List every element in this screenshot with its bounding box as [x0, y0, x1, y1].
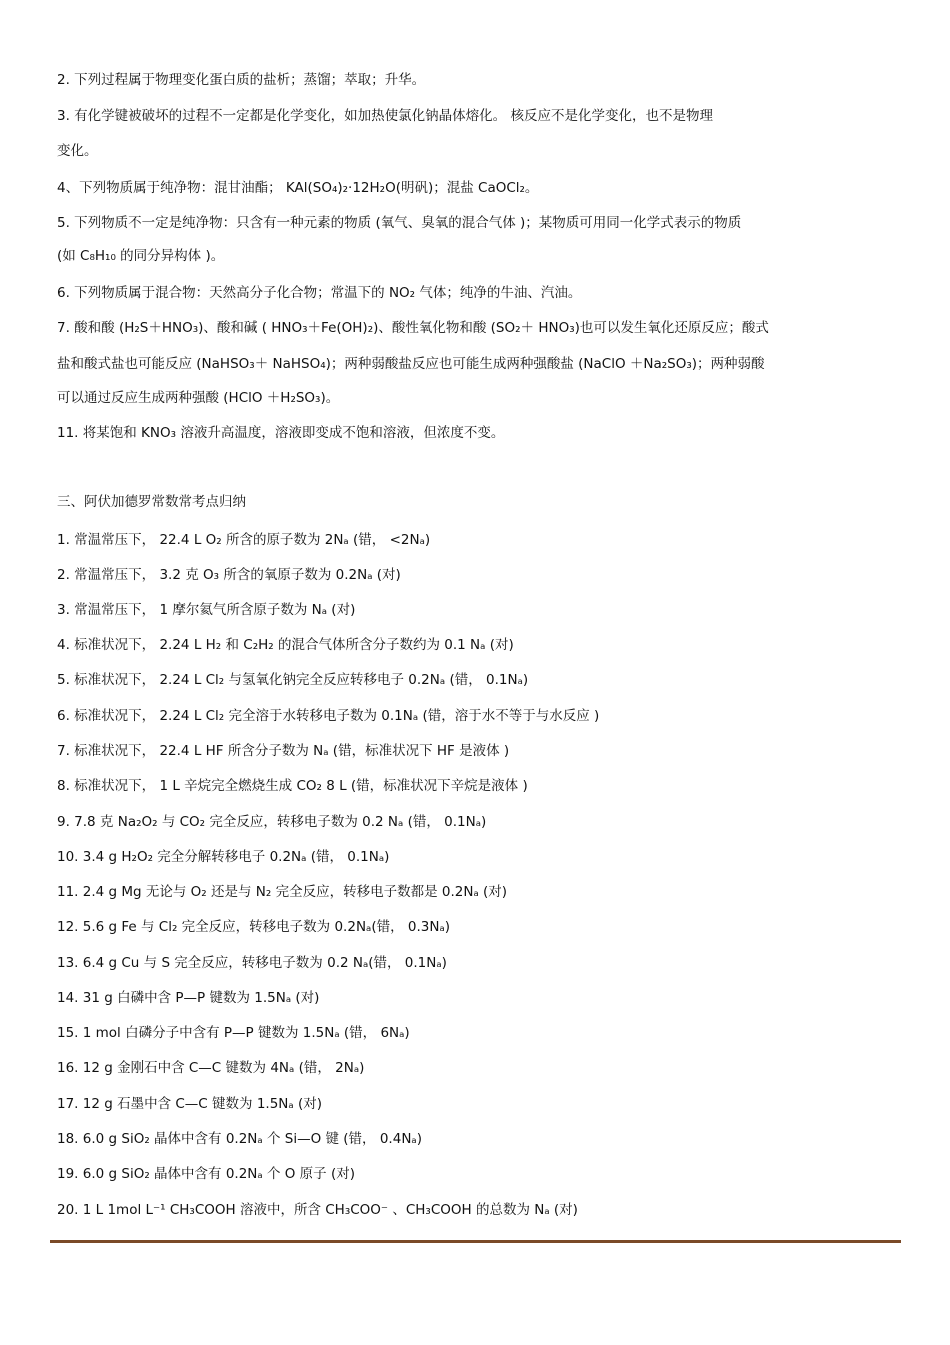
- list-item: 14. 31 g 白磷中含 P—P 键数为 1.5Nₐ (对): [57, 990, 320, 1006]
- text-line: (如 C₈H₁₀ 的同分异构体 )。: [57, 248, 225, 264]
- section-heading: 三、阿伏加德罗常数常考点归纳: [57, 494, 246, 510]
- list-item: 15. 1 mol 白磷分子中含有 P—P 键数为 1.5Nₐ (错， 6Nₐ): [57, 1025, 410, 1041]
- list-item: 16. 12 g 金刚石中含 C—C 键数为 4Nₐ (错， 2Nₐ): [57, 1060, 365, 1076]
- list-item: 18. 6.0 g SiO₂ 晶体中含有 0.2Nₐ 个 Si—O 键 (错， 0.4Nₐ): [57, 1131, 422, 1147]
- text-line: 6. 下列物质属于混合物：天然高分子化合物；常温下的 NO₂ 气体；纯净的牛油、汽油。: [57, 285, 582, 301]
- list-item: 2. 常温常压下， 3.2 克 O₃ 所含的氧原子数为 0.2Nₐ (对): [57, 567, 401, 583]
- text-line: 盐和酸式盐也可能反应 (NaHSO₃＋ NaHSO₄)；两种弱酸盐反应也可能生成两种强酸盐 (NaClO ＋Na₂SO₃)；两种弱酸: [57, 356, 765, 372]
- list-item: 13. 6.4 g Cu 与 S 完全反应，转移电子数为 0.2 Nₐ(错， 0.1Nₐ): [57, 955, 447, 971]
- text-line: 可以通过反应生成两种强酸 (HClO ＋H₂SO₃)。: [57, 390, 340, 406]
- list-item: 4. 标准状况下， 2.24 L H₂ 和 C₂H₂ 的混合气体所含分子数约为 0.1 Nₐ (对): [57, 637, 514, 653]
- text-line: 4、下列物质属于纯净物：混甘油酯； KAl(SO₄)₂·12H₂O(明矾)；混盐 CaOCl₂。: [57, 180, 539, 196]
- text-line: 变化。: [57, 143, 98, 159]
- list-item: 11. 2.4 g Mg 无论与 O₂ 还是与 N₂ 完全反应，转移电子数都是 0.2Nₐ (对): [57, 884, 508, 900]
- list-item: 20. 1 L 1mol L⁻¹ CH₃COOH 溶液中，所含 CH₃COO⁻ 、CH₃COOH 的总数为 Nₐ (对): [57, 1202, 578, 1218]
- list-item: 8. 标准状况下， 1 L 辛烷完全燃烧生成 CO₂ 8 L (错，标准状况下辛烷是液体 ): [57, 778, 528, 794]
- list-item: 3. 常温常压下， 1 摩尔氦气所含原子数为 Nₐ (对): [57, 602, 356, 618]
- list-item: 9. 7.8 克 Na₂O₂ 与 CO₂ 完全反应，转移电子数为 0.2 Nₐ (错， 0.1Nₐ): [57, 814, 487, 830]
- text-line: 3. 有化学键被破坏的过程不一定都是化学变化，如加热使氯化钠晶体熔化。 核反应不是化学变化，也不是物理: [57, 108, 713, 124]
- text-line: 2. 下列过程属于物理变化蛋白质的盐析；蒸馏；萃取；升华。: [57, 72, 426, 88]
- list-item: 17. 12 g 石墨中含 C—C 键数为 1.5Nₐ (对): [57, 1096, 322, 1112]
- text-line: 7. 酸和酸 (H₂S＋HNO₃)、酸和碱 ( HNO₃＋Fe(OH)₂)、酸性氧化物和酸 (SO₂＋ HNO₃)也可以发生氧化还原反应；酸式: [57, 320, 769, 336]
- text-line: 11. 将某饱和 KNO₃ 溶液升高温度，溶液即变成不饱和溶液，但浓度不变。: [57, 425, 505, 441]
- list-item: 5. 标准状况下， 2.24 L Cl₂ 与氢氧化钠完全反应转移电子 0.2Nₐ (错， 0.1Nₐ): [57, 672, 529, 688]
- list-item: 7. 标准状况下， 22.4 L HF 所含分子数为 Nₐ (错，标准状况下 HF 是液体 ): [57, 743, 510, 759]
- list-item: 19. 6.0 g SiO₂ 晶体中含有 0.2Nₐ 个 O 原子 (对): [57, 1166, 356, 1182]
- list-item: 10. 3.4 g H₂O₂ 完全分解转移电子 0.2Nₐ (错， 0.1Nₐ): [57, 849, 390, 865]
- list-item: 12. 5.6 g Fe 与 Cl₂ 完全反应，转移电子数为 0.2Nₐ(错， 0.3Nₐ): [57, 919, 451, 935]
- text-line: 5. 下列物质不一定是纯净物：只含有一种元素的物质 (氧气、臭氧的混合气体 )；某物质可用同一化学式表示的物质: [57, 215, 742, 231]
- footer-divider: [50, 1240, 901, 1243]
- list-item: 1. 常温常压下， 22.4 L O₂ 所含的原子数为 2Nₐ (错， <2Nₐ): [57, 532, 431, 548]
- list-item: 6. 标准状况下， 2.24 L Cl₂ 完全溶于水转移电子数为 0.1Nₐ (错，溶于水不等于与水反应 ): [57, 708, 600, 724]
